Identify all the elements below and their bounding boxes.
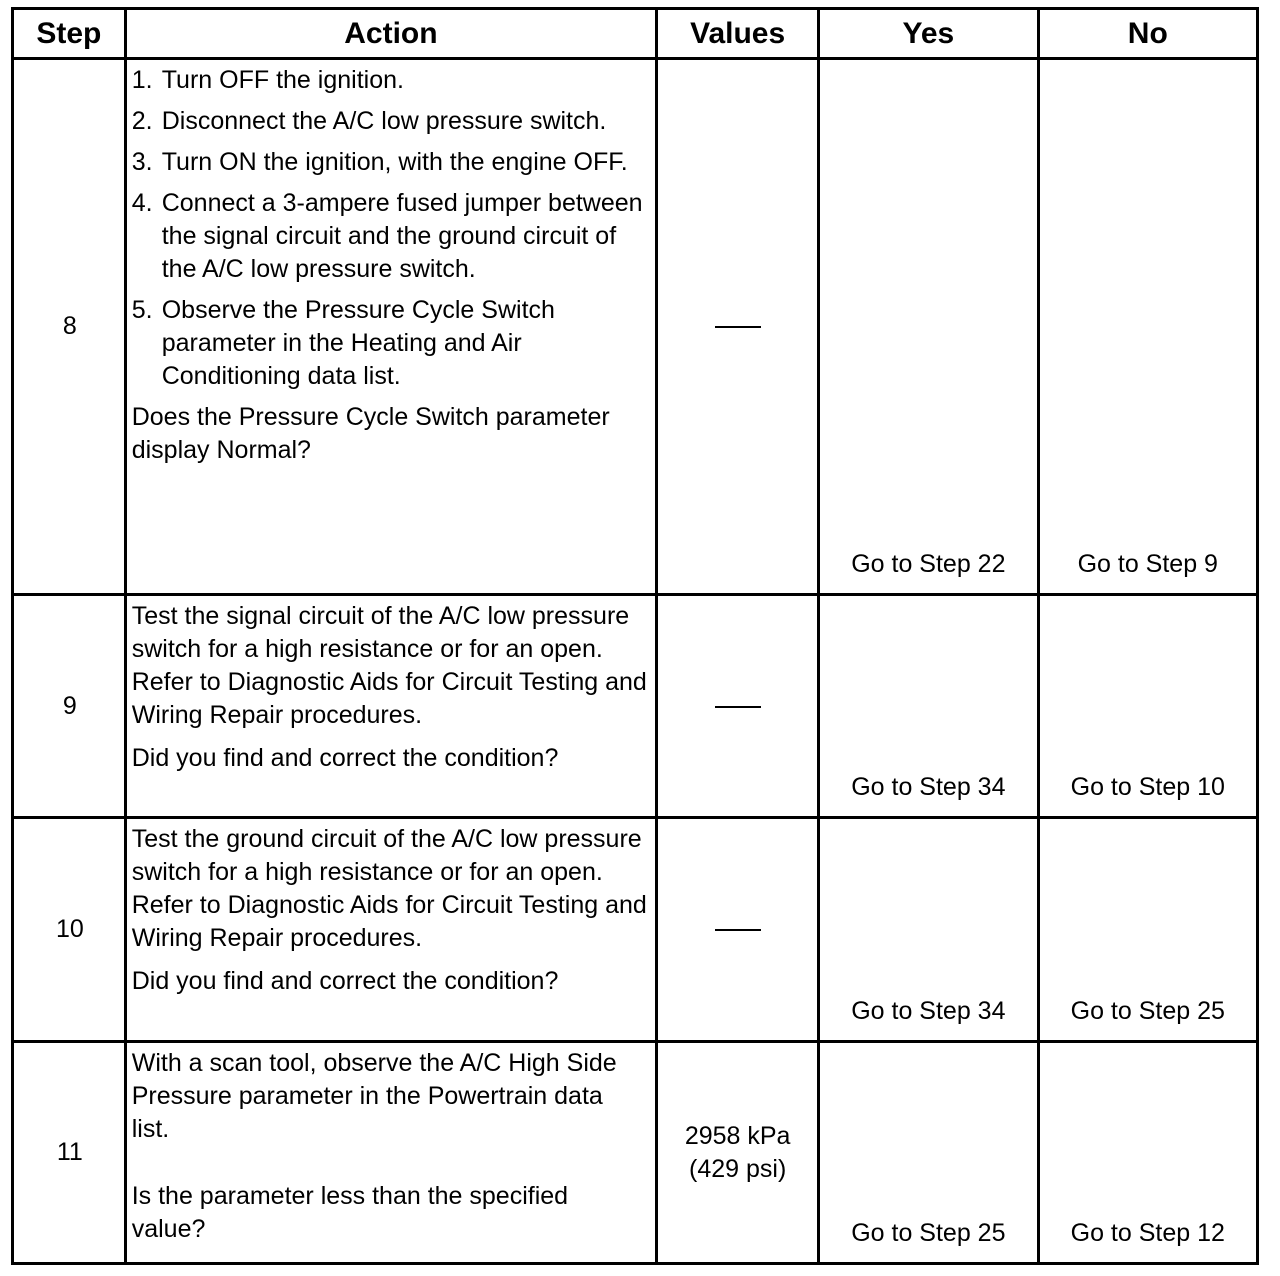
table-header-row	[13, 9, 1258, 59]
action-steps-list	[132, 64, 647, 393]
action-question: Did you find and correct the condition?	[131, 967, 559, 995]
no-value-dash	[715, 929, 761, 931]
step-number: 10	[13, 818, 126, 1042]
yes-outcome: Go to Step 34	[819, 818, 1038, 1042]
step-item-text: Connect a 3-ampere fused jumper between the signal circuit and the ground circuit of the A/C low pressure switch.	[161, 189, 643, 283]
yes-outcome: Go to Step 25	[819, 1042, 1038, 1264]
action-text: Test the signal circuit of the A/C low pressure switch for a high resistance or for an open. Refer to Diagnostic Aids for Circuit Testing and Wiring Repair procedures.	[131, 602, 647, 729]
action-cell	[125, 595, 656, 818]
no-outcome: Go to Step 12	[1038, 1042, 1257, 1264]
step-number: 9	[13, 595, 126, 818]
list-item	[132, 105, 647, 138]
values-cell	[657, 595, 819, 818]
list-item	[132, 146, 647, 179]
action-text: With a scan tool, observe the A/C High Side Pressure parameter in the Powertrain data list.	[131, 1049, 617, 1143]
step-number: 11	[13, 1042, 126, 1264]
action-question: Does the Pressure Cycle Switch parameter display Normal?	[131, 403, 610, 464]
no-value-dash	[715, 706, 761, 708]
table-row	[13, 59, 1258, 595]
no-outcome: Go to Step 10	[1038, 595, 1257, 818]
values-cell	[657, 818, 819, 1042]
no-outcome: Go to Step 9	[1038, 59, 1257, 595]
step-item-number: 1.	[131, 66, 153, 94]
table-row	[13, 818, 1258, 1042]
action-cell	[125, 59, 656, 595]
step-item-number: 5.	[131, 296, 153, 324]
step-item-text: Observe the Pressure Cycle Switch parameter in the Heating and Air Conditioning data list.	[161, 296, 555, 390]
step-item-text: Turn ON the ignition, with the engine OFF.	[161, 148, 628, 176]
no-outcome: Go to Step 25	[1038, 818, 1257, 1042]
values-cell	[657, 59, 819, 595]
action-cell	[125, 1042, 656, 1264]
step-item-number: 2.	[131, 107, 153, 135]
action-question: Is the parameter less than the specified value?	[131, 1182, 569, 1243]
table-row	[13, 595, 1258, 818]
spacer	[132, 1156, 647, 1180]
step-number: 8	[13, 59, 126, 595]
step-item-number: 3.	[131, 148, 153, 176]
action-question: Did you find and correct the condition?	[131, 744, 559, 772]
diagnostic-table	[11, 7, 1259, 1265]
spec-value-psi: (429 psi)	[689, 1154, 787, 1183]
header-values: Values	[657, 9, 819, 59]
list-item	[132, 187, 647, 286]
yes-outcome: Go to Step 22	[819, 59, 1038, 595]
action-text: Test the ground circuit of the A/C low pressure switch for a high resistance or for an open. Refer to Diagnostic Aids for Circuit Testing and Wiring Repair procedures.	[131, 825, 647, 952]
list-item	[132, 294, 647, 393]
header-step: Step	[13, 9, 126, 59]
list-item	[132, 64, 647, 97]
header-no: No	[1038, 9, 1257, 59]
values-cell	[657, 1042, 819, 1264]
header-yes: Yes	[819, 9, 1038, 59]
yes-outcome: Go to Step 34	[819, 595, 1038, 818]
header-action: Action	[125, 9, 656, 59]
step-item-number: 4.	[131, 189, 153, 217]
table-row	[13, 1042, 1258, 1264]
step-item-text: Turn OFF the ignition.	[161, 66, 404, 94]
action-cell	[125, 818, 656, 1042]
no-value-dash	[715, 326, 761, 328]
step-item-text: Disconnect the A/C low pressure switch.	[161, 107, 607, 135]
spec-value-kpa: 2958 kPa	[684, 1121, 791, 1150]
